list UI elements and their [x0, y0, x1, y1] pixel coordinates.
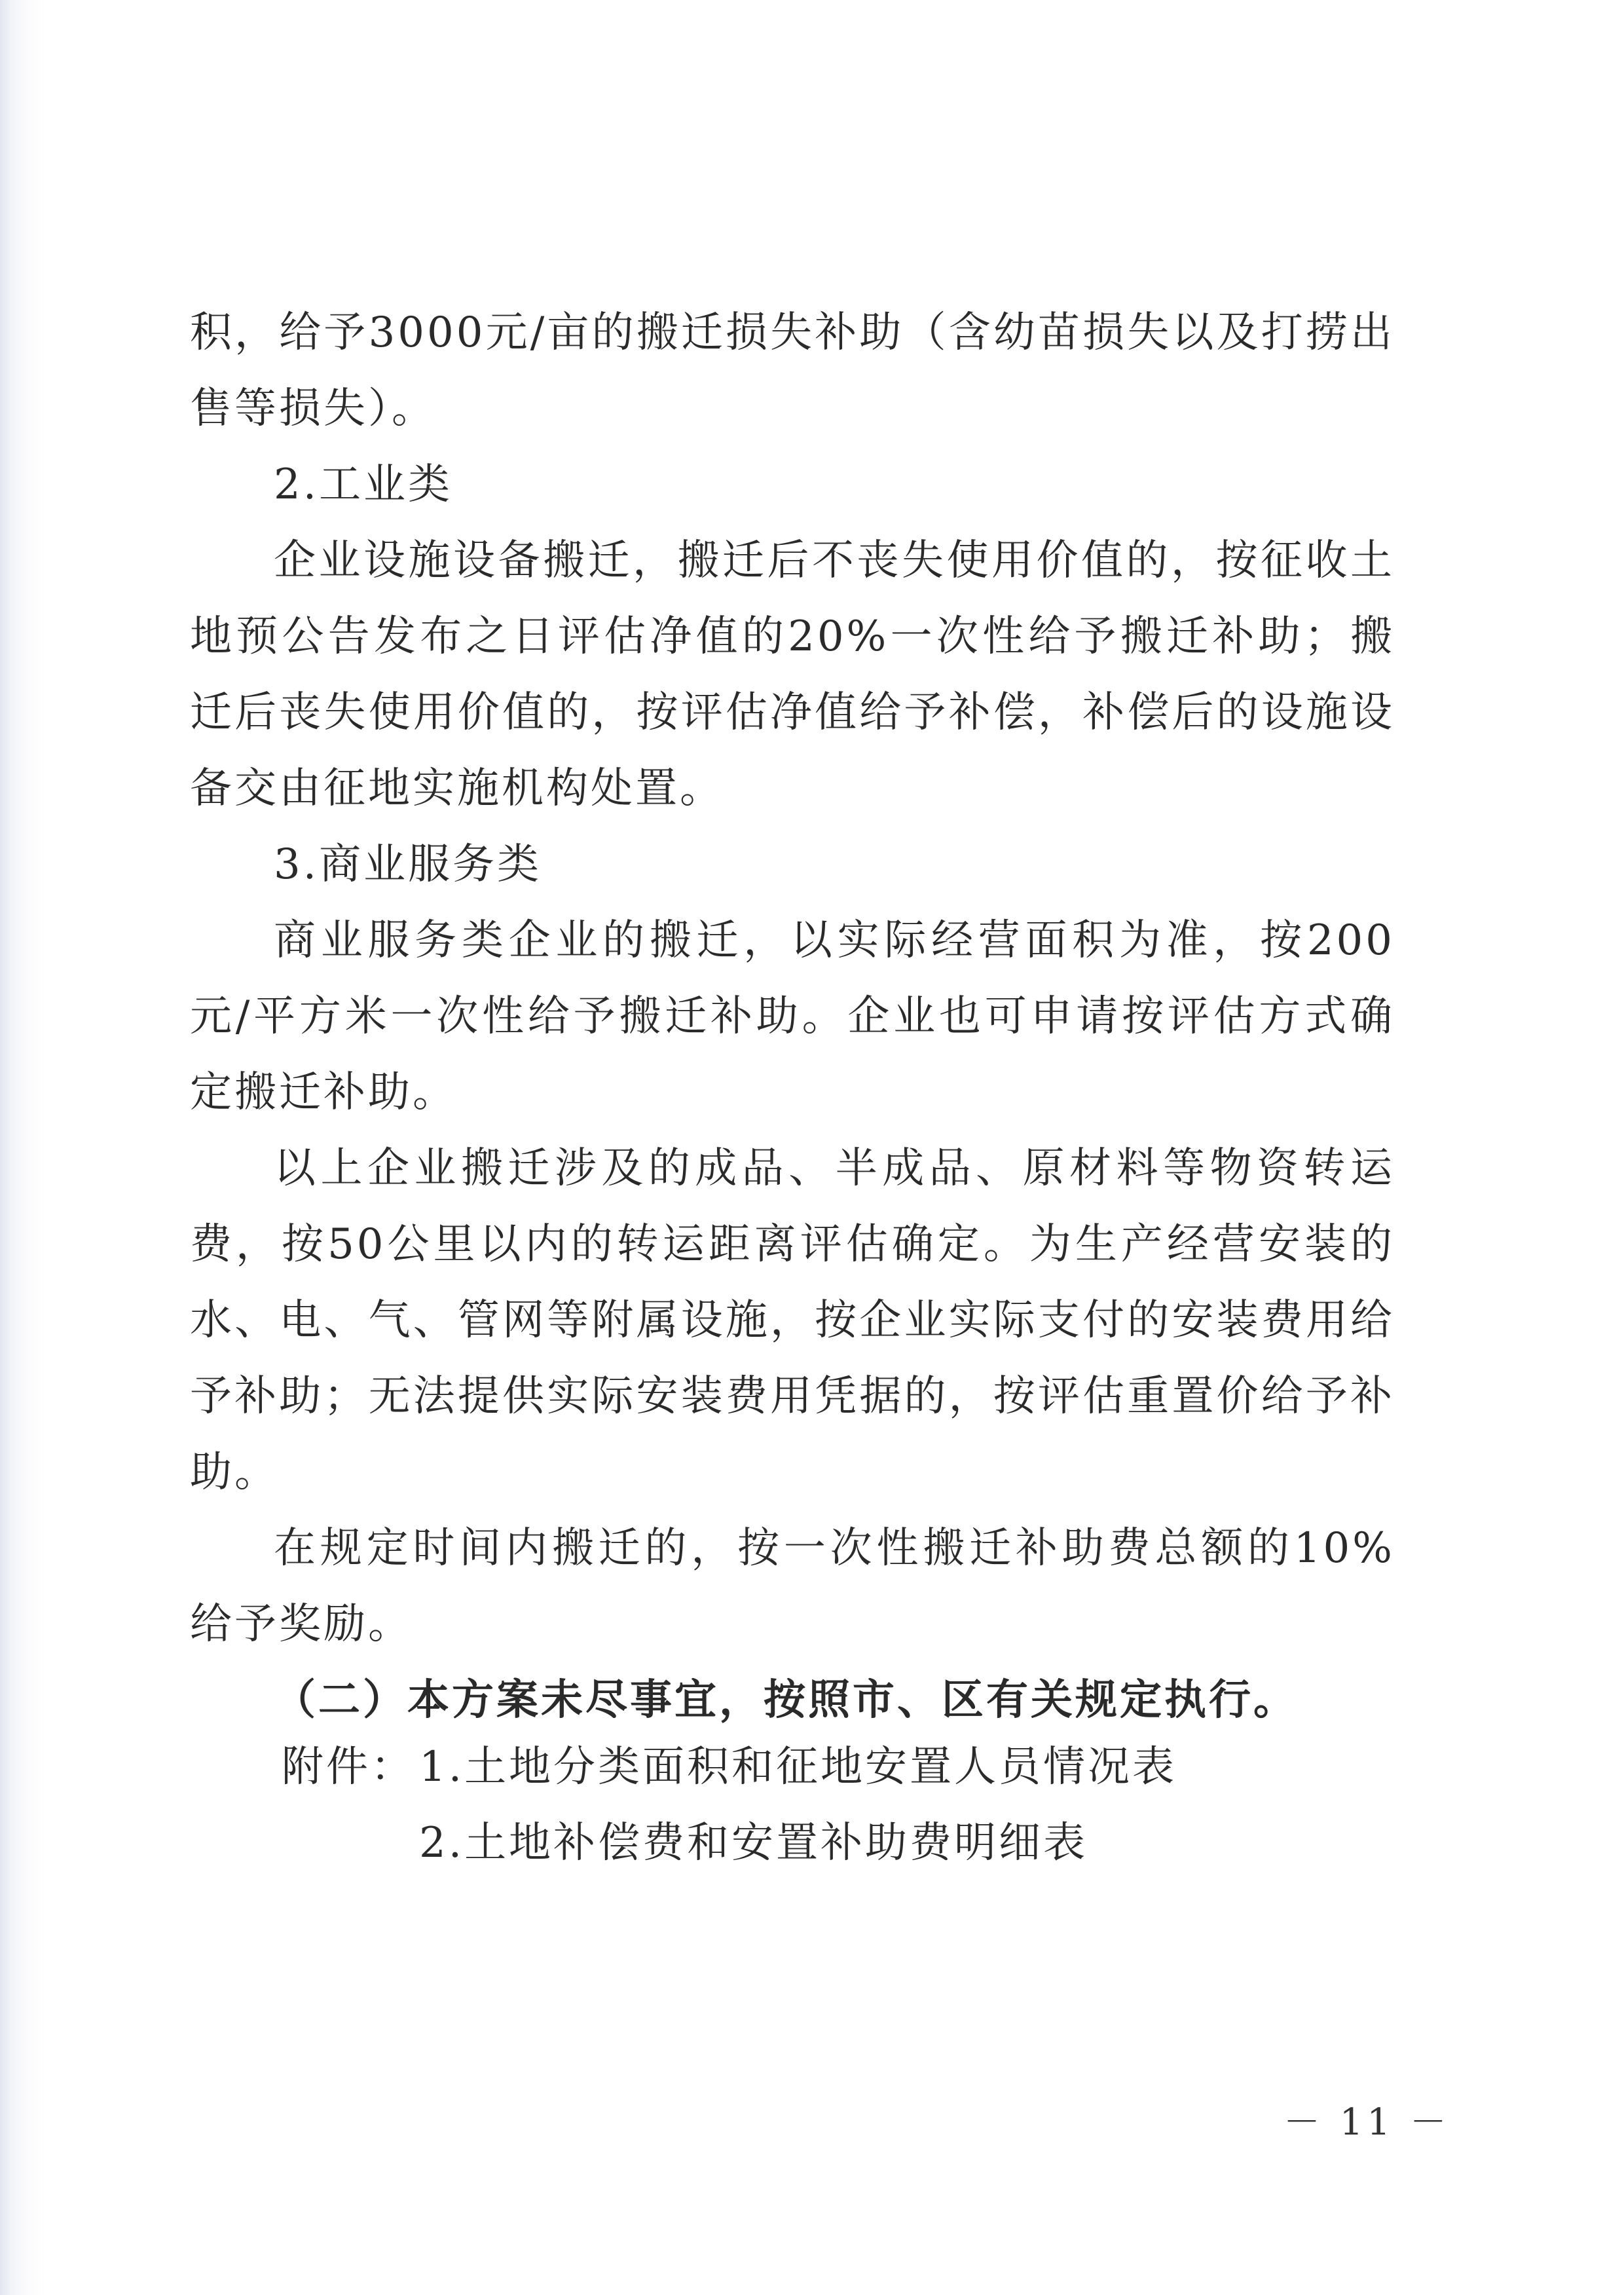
attachment-row: [282, 1805, 1395, 1881]
paragraph-industrial: 企业设施设备搬迁，搬迁后不丧失使用价值的，按征收土地预公告发布之日评估净值的20%一次性给予搬迁补助；搬迁后丧失使用价值的，按评估净值给予补偿，补偿后的设施设备交由征地实施机构处置。: [190, 536, 1395, 813]
attachments: [282, 1729, 1395, 1881]
attachment-item: 1.土地分类面积和征地安置人员情况表: [419, 1743, 1177, 1791]
paragraph-commercial: 商业服务类企业的搬迁，以实际经营面积为准，按200元/平方米一次性给予搬迁补助。企业也可申请按评估方式确定搬迁补助。: [190, 916, 1395, 1117]
body-text: [190, 295, 1395, 1738]
heading-industrial: 2.工业类: [274, 460, 453, 509]
paragraph-reward: 在规定时间内搬迁的，按一次性搬迁补助费总额的10%给予奖励。: [190, 1524, 1395, 1649]
section-heading-other: （二）本方案未尽事宜，按照市、区有关规定执行。: [274, 1675, 1298, 1725]
attachment-row: [282, 1729, 1395, 1805]
paragraph-continuation: 积，给予3000元/亩的搬迁损失补助（含幼苗损失以及打捞出售等损失）。: [190, 308, 1395, 433]
attachment-item: 2.土地补偿费和安置补助费明细表: [419, 1819, 1088, 1867]
heading-commercial: 3.商业服务类: [274, 840, 542, 889]
page-number: － 11 －: [1283, 2101, 1450, 2144]
attachments-label: 附件：: [282, 1743, 415, 1791]
paragraph-transport: 以上企业搬迁涉及的成品、半成品、原材料等物资转运费，按50公里以内的转运距离评估确定。为生产经营安装的水、电、气、管网等附属设施，按企业实际支付的安装费用给予补助；无法提供实际安装费用凭据的，按评估重置价给予补助。: [190, 1144, 1395, 1497]
